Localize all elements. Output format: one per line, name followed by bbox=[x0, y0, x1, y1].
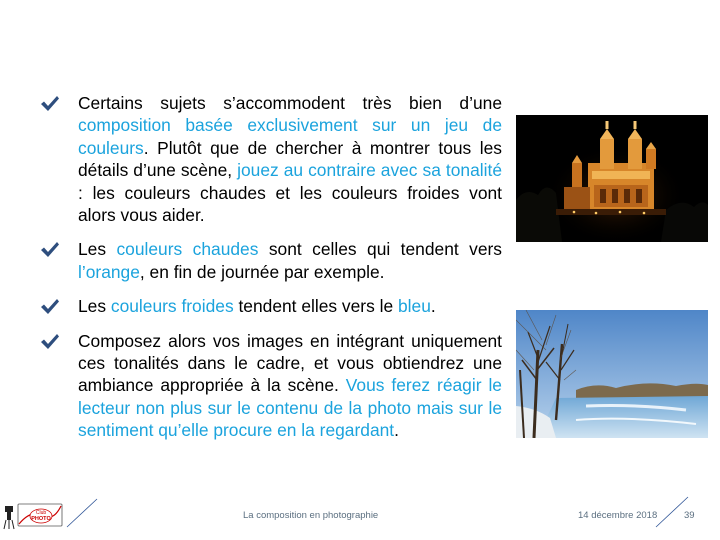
logo-text-line1: Club bbox=[35, 510, 47, 516]
page-number: 39 bbox=[684, 510, 695, 521]
bullet-item bbox=[40, 330, 502, 442]
bullet-text bbox=[78, 330, 502, 442]
check-icon bbox=[40, 95, 60, 113]
footer-date: 14 décembre 2018 bbox=[578, 510, 658, 521]
check-icon bbox=[40, 333, 60, 351]
bullet-item bbox=[40, 295, 502, 317]
club-photo-logo bbox=[2, 500, 66, 530]
text-segment: : les couleurs chaudes et les couleurs froides vont alors vous aider. bbox=[78, 182, 502, 226]
bullet-text bbox=[78, 238, 502, 283]
text-segment: , en fin de journée par exemple. bbox=[139, 261, 385, 282]
bullet-text bbox=[78, 92, 502, 226]
text-segment: Les bbox=[78, 296, 111, 317]
night-basilica-illustration bbox=[516, 115, 708, 242]
text-segment: sont celles qui tendent vers bbox=[258, 239, 502, 260]
highlighted-text: couleurs chaudes bbox=[116, 239, 259, 260]
bullet-list bbox=[40, 92, 502, 454]
highlighted-text: couleurs froides bbox=[110, 296, 234, 317]
text-segment: Certains sujets s’accommodent très bien d’une bbox=[78, 93, 502, 113]
winter-river-illustration bbox=[516, 310, 708, 438]
text-segment: tendent elles vers le bbox=[233, 296, 398, 317]
highlighted-text: bleu bbox=[397, 296, 431, 317]
highlighted-text: Vous ferez réagir le lecteur non plus sur le contenu de la photo mais sur le sentiment qu’elle procure en la regardant bbox=[78, 375, 502, 441]
night-basilica-photo bbox=[516, 115, 708, 242]
footer-title: La composition en photographie bbox=[243, 510, 379, 521]
text-segment: . bbox=[394, 420, 399, 441]
highlighted-text: jouez au contraire avec sa tonalité bbox=[237, 160, 502, 181]
logo-text-line2: PHOTO bbox=[31, 516, 51, 522]
check-icon bbox=[40, 241, 60, 259]
text-segment: Les bbox=[78, 239, 117, 260]
text-segment: . bbox=[430, 296, 436, 317]
footer-diagonal-left bbox=[66, 498, 98, 528]
check-icon bbox=[40, 298, 60, 316]
highlighted-text: l’orange bbox=[78, 261, 140, 282]
text-segment: . Plutôt que de chercher à montrer tous les détails d’une scène, bbox=[78, 137, 502, 181]
winter-river-photo bbox=[516, 310, 708, 438]
text-segment: Composez alors vos images en intégrant uniquement ces tonalités dans le cadre, et vous obtiendrez une ambiance appropriée à la scène. bbox=[78, 330, 502, 396]
bullet-text bbox=[78, 295, 502, 317]
highlighted-text: composition basée exclusivement sur un jeu de couleurs bbox=[78, 115, 502, 158]
bullet-item bbox=[40, 92, 502, 226]
bullet-item bbox=[40, 238, 502, 283]
